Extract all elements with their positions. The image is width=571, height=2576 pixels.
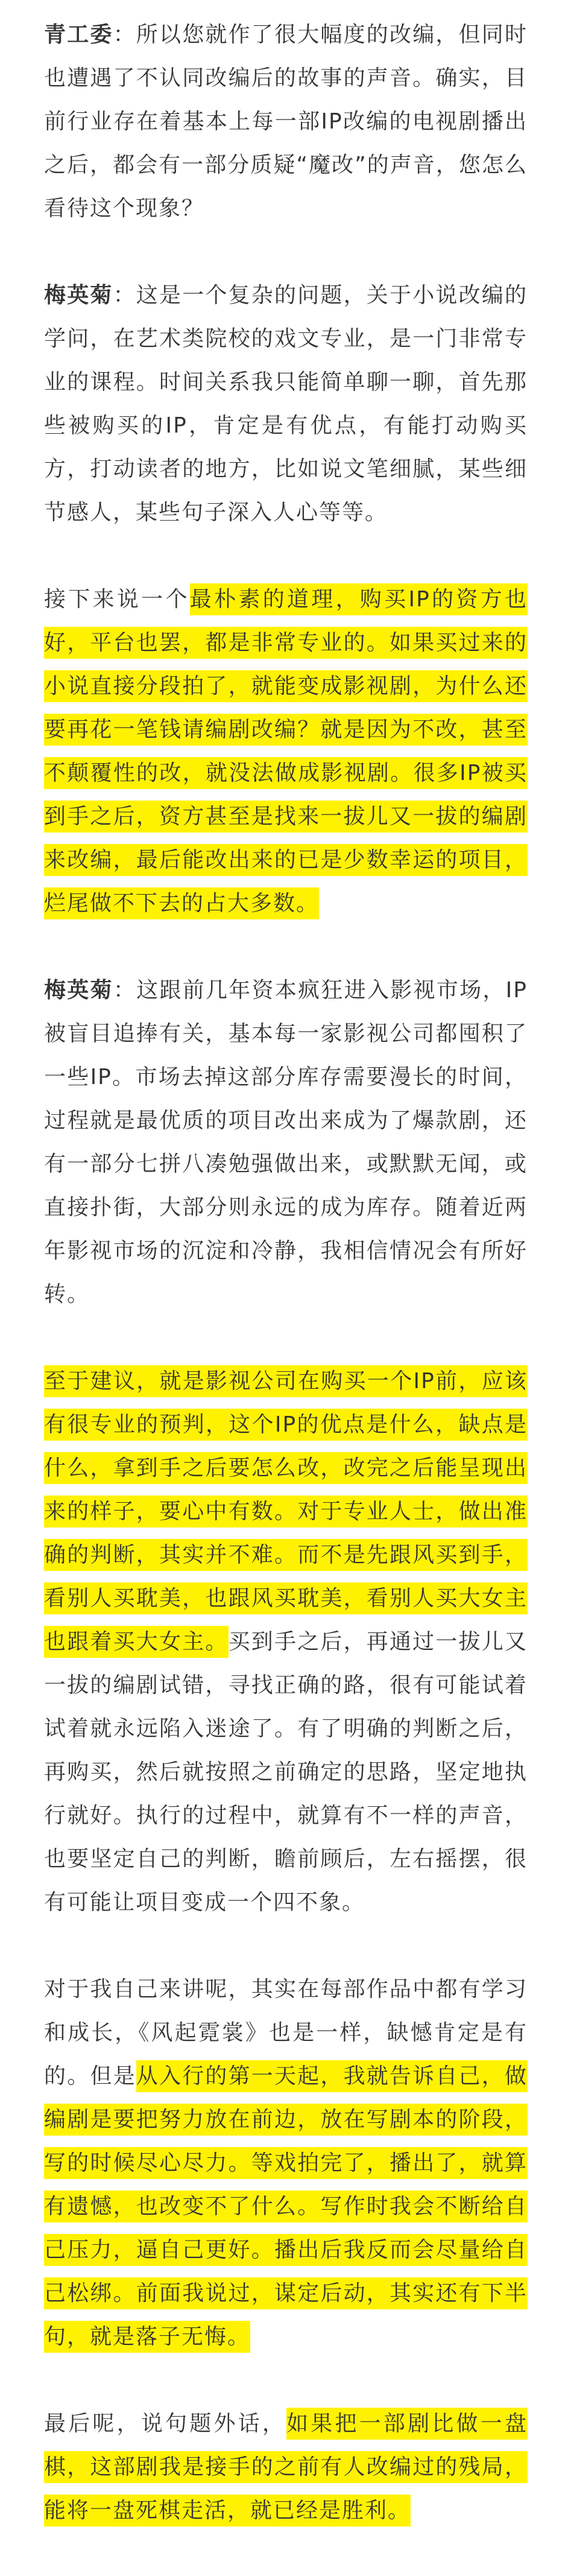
highlighted-text: 如果把一部剧比做一盘棋，这部剧我是接手的之前有人改编过的残局，能将一盘死棋走活，就已经是胜利。 bbox=[44, 2408, 528, 2527]
paragraph-text: ：这跟前几年资本疯狂进入影视市场，IP被盲目追捧有关，基本每一家影视公司都囤积了一些IP。市场去掉这部分库存需要漫长的时间，过程就是最优质的项目改出来成为了爆款剧，还有一部分七拼八凑勉强做出来，或默默无闻，或直接扑街，大部分则永远的成为库存。随着近两年影视市场的沉淀和冷静，我相信情况会有所好转。 bbox=[44, 978, 528, 1307]
paragraph-2 bbox=[44, 274, 528, 535]
highlighted-text: 至于建议，就是影视公司在购买一个IP前，应该有很专业的预判，这个IP的优点是什么，缺点是什么，拿到手之后要怎么改，改完之后能呈现出来的样子，要心中有数。对于专业人士，做出准确的判断，其实并不难。而不是先跟风买到手，看别人买耽美，也跟风买耽美，看别人买大女主也跟着买大女主。 bbox=[44, 1365, 528, 1658]
speaker-label: 青工委 bbox=[44, 22, 113, 47]
paragraph-7 bbox=[44, 2402, 528, 2533]
paragraph-text: 接下来说一个 bbox=[44, 587, 190, 612]
paragraph-5 bbox=[44, 1360, 528, 1924]
article-body bbox=[44, 13, 528, 2576]
highlighted-text: 最朴素的道理，购买IP的资方也好，平台也罢，都是非常专业的。如果买过来的小说直接分段拍了，就能变成影视剧，为什么还要再花一笔钱请编剧改编？就是因为不改，甚至不颠覆性的改，就没法做成影视剧。很多IP被买到手之后，资方甚至是找来一拔儿又一拔的编剧来改编，最后能改出来的已是少数幸运的项目，烂尾做不下去的占大多数。 bbox=[44, 583, 528, 919]
paragraph-text: 买到手之后，再通过一拔儿又一拔的编剧试错，寻找正确的路，很有可能试着试着就永远陷入迷途了。有了明确的判断之后，再购买，然后就按照之前确定的思路，坚定地执行就好。执行的过程中，就算有不一样的声音，也要坚定自己的判断，瞻前顾后，左右摇摆，很有可能让项目变成一个四不象。 bbox=[44, 1629, 528, 1915]
highlighted-text: 从入行的第一天起，我就告诉自己，做编剧是要把努力放在前边，放在写剧本的阶段，写的时候尽心尽力。等戏拍完了，播出了，就算有遗憾，也改变不了什么。写作时我会不断给自己压力，逼自己更好。播出后我反而会尽量给自己松绑。前面我说过，谋定后动，其实还有下半句，就是落子无悔。 bbox=[44, 2060, 528, 2353]
paragraph-4 bbox=[44, 969, 528, 1316]
paragraph-1 bbox=[44, 13, 528, 230]
paragraph-3 bbox=[44, 578, 528, 925]
paragraph-text: ：所以您就作了很大幅度的改编，但同时也遭遇了不认同改编后的故事的声音。确实，目前行业存在着基本上每一部IP改编的电视剧播出之后，都会有一部分质疑“魔改”的声音，您怎么看待这个现象？ bbox=[44, 22, 528, 221]
paragraph-text: ：这是一个复杂的问题，关于小说改编的学问，在艺术类院校的戏文专业，是一门非常专业的课程。时间关系我只能简单聊一聊，首先那些被购买的IP，肯定是有优点，有能打动购买方，打动读者的地方，比如说文笔细腻，某些细节感人，某些句子深入人心等等。 bbox=[44, 283, 528, 525]
paragraph-6 bbox=[44, 1968, 528, 2359]
speaker-label: 梅英菊 bbox=[44, 978, 113, 1003]
paragraph-text: 对于我自己来讲呢，其实在每部作品中都有学习和成长，《风起霓裳》也是一样，缺憾肯定是有的。但是 bbox=[44, 1977, 528, 2089]
speaker-label: 梅英菊 bbox=[44, 283, 113, 308]
paragraph-text: 最后呢，说句题外话， bbox=[44, 2411, 287, 2436]
